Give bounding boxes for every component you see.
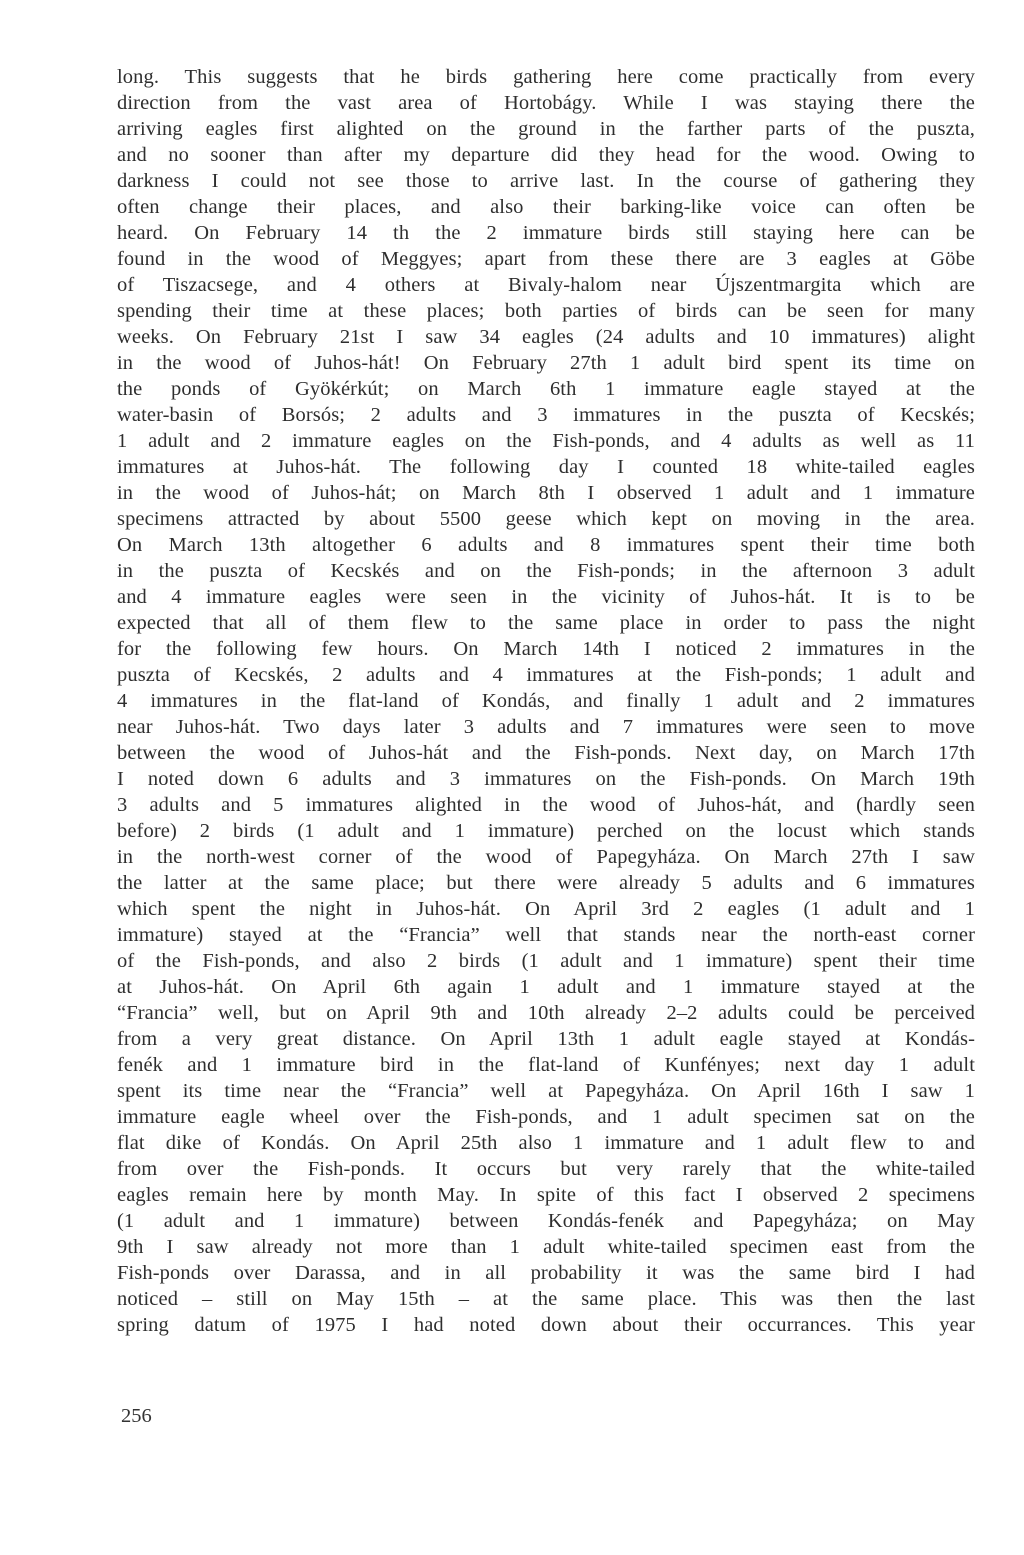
text-line: (1 adult and 1 immature) between Kondás-fenék and Papegyháza; on May <box>117 1210 975 1232</box>
text-line: which spent the night in Juhos-hát. On April 3rd 2 eagles (1 adult and 1 <box>117 898 975 920</box>
text-line: heard. On February 14 th the 2 immature birds still staying here can be <box>117 222 975 244</box>
text-line: puszta of Kecskés, 2 adults and 4 immatures at the Fish-ponds; 1 adult and <box>117 664 975 686</box>
text-line: I noted down 6 adults and 3 immatures on the Fish-ponds. On March 19th <box>117 768 975 790</box>
text-line: expected that all of them flew to the same place in order to pass the night <box>117 612 975 634</box>
text-line: 9th I saw already not more than 1 adult white-tailed specimen east from the <box>117 1236 975 1258</box>
text-line: and no sooner than after my departure did they head for the wood. Owing to <box>117 144 975 166</box>
text-line: and 4 immature eagles were seen in the vicinity of Juhos-hát. It is to be <box>117 586 975 608</box>
text-line: in the north-west corner of the wood of Papegyháza. On March 27th I saw <box>117 846 975 868</box>
text-line: 4 immatures in the flat-land of Kondás, and finally 1 adult and 2 immatures <box>117 690 975 712</box>
text-line: weeks. On February 21st I saw 34 eagles (24 adults and 10 immatures) alight <box>117 326 975 348</box>
text-line: arriving eagles first alighted on the ground in the farther parts of the puszta, <box>117 118 975 140</box>
text-line: in the wood of Juhos-hát! On February 27th 1 adult bird spent its time on <box>117 352 975 374</box>
text-line: between the wood of Juhos-hát and the Fish-ponds. Next day, on March 17th <box>117 742 975 764</box>
text-line: Fish-ponds over Darassa, and in all probability it was the same bird I had <box>117 1262 975 1284</box>
text-line: for the following few hours. On March 14th I noticed 2 immatures in the <box>117 638 975 660</box>
text-line: found in the wood of Meggyes; apart from these there are 3 eagles at Göbe <box>117 248 975 270</box>
text-line: fenék and 1 immature bird in the flat-land of Kunfényes; next day 1 adult <box>117 1054 975 1076</box>
text-line: immatures at Juhos-hát. The following day I counted 18 white-tailed eagles <box>117 456 975 478</box>
page-number: 256 <box>121 1405 152 1427</box>
text-line: near Juhos-hát. Two days later 3 adults and 7 immatures were seen to move <box>117 716 975 738</box>
text-line: 3 adults and 5 immatures alighted in the wood of Juhos-hát, and (hardly seen <box>117 794 975 816</box>
text-line: specimens attracted by about 5500 geese which kept on moving in the area. <box>117 508 975 530</box>
body-text <box>117 64 975 1338</box>
text-line: in the wood of Juhos-hát; on March 8th I observed 1 adult and 1 immature <box>117 482 975 504</box>
text-line: flat dike of Kondás. On April 25th also 1 immature and 1 adult flew to and <box>117 1132 975 1154</box>
text-line: direction from the vast area of Hortobágy. While I was staying there the <box>117 92 975 114</box>
text-line: from over the Fish-ponds. It occurs but very rarely that the white-tailed <box>117 1158 975 1180</box>
text-line: 1 adult and 2 immature eagles on the Fish-ponds, and 4 adults as well as 11 <box>117 430 975 452</box>
text-line: in the puszta of Kecskés and on the Fish-ponds; in the afternoon 3 adult <box>117 560 975 582</box>
text-line: the ponds of Gyökérkút; on March 6th 1 immature eagle stayed at the <box>117 378 975 400</box>
text-line: water-basin of Borsós; 2 adults and 3 immatures in the puszta of Kecskés; <box>117 404 975 426</box>
text-line: immature) stayed at the “Francia” well that stands near the north-east corner <box>117 924 975 946</box>
text-line: On March 13th altogether 6 adults and 8 immatures spent their time both <box>117 534 975 556</box>
text-line: spending their time at these places; both parties of birds can be seen for many <box>117 300 975 322</box>
text-line: “Francia” well, but on April 9th and 10th already 2–2 adults could be perceived <box>117 1002 975 1024</box>
text-line: of the Fish-ponds, and also 2 birds (1 adult and 1 immature) spent their time <box>117 950 975 972</box>
text-line: the latter at the same place; but there were already 5 adults and 6 immatures <box>117 872 975 894</box>
text-line: noticed – still on May 15th – at the same place. This was then the last <box>117 1288 975 1310</box>
text-line: before) 2 birds (1 adult and 1 immature) perched on the locust which stands <box>117 820 975 842</box>
text-line: spring datum of 1975 I had noted down about their occurrances. This year <box>117 1314 975 1336</box>
text-line: often change their places, and also their barking-like voice can often be <box>117 196 975 218</box>
text-line: of Tiszacsege, and 4 others at Bivaly-halom near Újszentmargita which are <box>117 274 975 296</box>
text-line: long. This suggests that he birds gathering here come practically from every <box>117 66 975 88</box>
text-line: spent its time near the “Francia” well at Papegyháza. On April 16th I saw 1 <box>117 1080 975 1102</box>
text-line: immature eagle wheel over the Fish-ponds, and 1 adult specimen sat on the <box>117 1106 975 1128</box>
text-line: from a very great distance. On April 13th 1 adult eagle stayed at Kondás- <box>117 1028 975 1050</box>
text-line: at Juhos-hát. On April 6th again 1 adult and 1 immature stayed at the <box>117 976 975 998</box>
text-line: darkness I could not see those to arrive last. In the course of gathering they <box>117 170 975 192</box>
text-line: eagles remain here by month May. In spite of this fact I observed 2 specimens <box>117 1184 975 1206</box>
